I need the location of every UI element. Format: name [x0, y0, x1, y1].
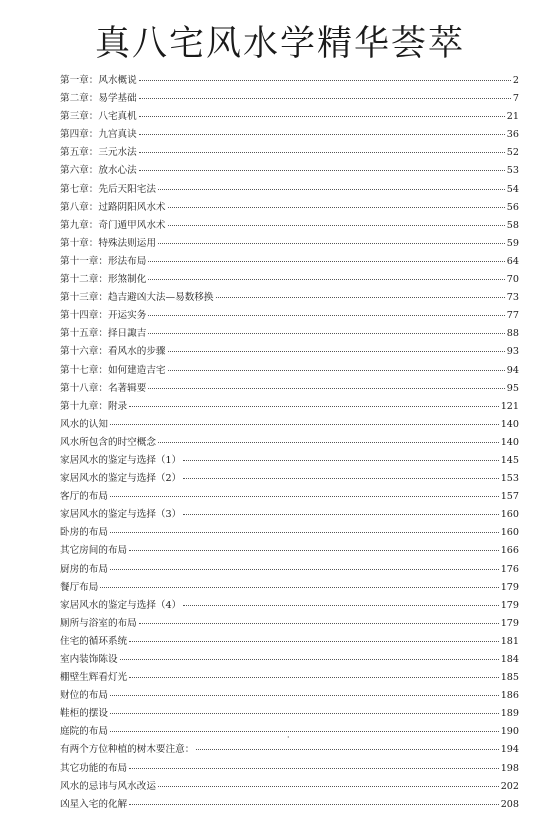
toc-entry-label: 第八章：过路阴阳风水术	[60, 201, 166, 213]
toc-entry[interactable]	[60, 778, 519, 796]
dot-leader	[148, 333, 504, 334]
toc-entry[interactable]	[60, 741, 519, 759]
toc-entry-label: 第十六章：看风水的步骤	[60, 346, 166, 358]
toc-entry[interactable]	[60, 108, 519, 126]
dot-leader	[168, 370, 505, 371]
dot-leader	[129, 641, 499, 642]
toc-entry-page-number: 140	[500, 436, 519, 448]
toc-entry-page-number: 88	[506, 328, 519, 340]
dot-leader	[139, 116, 505, 117]
toc-entry[interactable]	[60, 416, 519, 434]
toc-entry-label: 第九章：奇门遁甲风水术	[60, 219, 166, 231]
toc-entry[interactable]	[60, 307, 519, 325]
toc-entry-label: 庭院的布局	[60, 726, 108, 738]
dot-leader	[129, 677, 499, 678]
toc-entry[interactable]	[60, 253, 519, 271]
toc-entry[interactable]	[60, 325, 519, 343]
toc-entry-label: 家居风水的鉴定与选择（3）	[60, 509, 182, 521]
toc-entry-label: 第十九章：附录	[60, 400, 128, 412]
toc-entry-label: 第十二章：形煞制化	[60, 274, 147, 286]
toc-entry-page-number: 56	[506, 201, 519, 213]
toc-entry[interactable]	[60, 162, 519, 180]
dot-leader	[129, 768, 499, 769]
table-of-contents	[60, 72, 519, 814]
toc-entry-page-number: 73	[506, 292, 519, 304]
toc-entry-label: 风水的认知	[60, 418, 108, 430]
toc-entry[interactable]	[60, 705, 519, 723]
toc-entry-label: 家居风水的鉴定与选择（4）	[60, 599, 182, 611]
toc-entry-page-number: 166	[500, 545, 519, 557]
toc-entry[interactable]	[60, 669, 519, 687]
dot-leader	[183, 460, 498, 461]
toc-entry-label: 家居风水的鉴定与选择（1）	[60, 454, 182, 466]
dot-leader	[139, 170, 505, 171]
toc-entry-label: 家居风水的鉴定与选择（2）	[60, 473, 182, 485]
toc-entry-page-number: 179	[500, 617, 519, 629]
toc-entry[interactable]	[60, 633, 519, 651]
toc-entry[interactable]	[60, 90, 519, 108]
dot-leader	[110, 695, 499, 696]
toc-entry-page-number: 184	[500, 654, 519, 665]
toc-entry-page-number: 121	[500, 400, 519, 412]
toc-entry-label: 厨房的布局	[60, 563, 108, 575]
toc-entry[interactable]	[60, 217, 519, 235]
toc-entry-page-number: 94	[506, 364, 519, 376]
page-mark: ·	[287, 733, 290, 742]
toc-entry-page-number: 185	[500, 672, 519, 684]
dot-leader	[110, 424, 499, 425]
toc-entry-page-number: 58	[506, 219, 519, 231]
dot-leader	[110, 569, 499, 570]
toc-entry-label: 第十四章：开运实务	[60, 310, 147, 322]
toc-entry[interactable]	[60, 452, 519, 470]
toc-entry-label: 第十八章：名著辑要	[60, 382, 147, 394]
toc-entry-label: 风水所包含的时空概念	[60, 436, 156, 448]
toc-entry[interactable]	[60, 126, 519, 144]
toc-entry-label: 第七章：先后天阳宅法	[60, 183, 156, 195]
toc-entry-page-number: 160	[500, 509, 519, 521]
dot-leader	[168, 351, 505, 352]
toc-entry[interactable]	[60, 524, 519, 542]
toc-entry[interactable]	[60, 72, 519, 90]
toc-entry-label: 第十五章：择日諏吉	[60, 328, 147, 340]
toc-entry-label: 客厅的布局	[60, 491, 108, 503]
dot-leader	[158, 786, 499, 787]
toc-entry[interactable]	[60, 289, 519, 307]
toc-entry-label: 第十章：特殊法则运用	[60, 237, 156, 249]
toc-entry-page-number: 176	[500, 563, 519, 575]
dot-leader	[183, 514, 498, 515]
toc-entry-page-number: 54	[506, 183, 519, 195]
toc-entry-page-number: 179	[500, 581, 519, 593]
toc-entry[interactable]	[60, 561, 519, 579]
dot-leader	[139, 98, 511, 99]
toc-entry-label: 其它房间的布局	[60, 545, 128, 557]
toc-entry[interactable]	[60, 760, 519, 778]
toc-entry-label: 第一章：风水概说	[60, 75, 137, 86]
toc-entry-page-number: 52	[506, 147, 519, 159]
toc-entry[interactable]	[60, 235, 519, 253]
toc-entry-page-number: 140	[500, 418, 519, 430]
dot-leader	[158, 189, 505, 190]
dot-leader	[129, 550, 499, 551]
toc-entry-page-number: 77	[506, 310, 519, 322]
dot-leader	[148, 388, 504, 389]
toc-entry[interactable]	[60, 362, 519, 380]
toc-entry-label: 第十一章：形法布局	[60, 255, 147, 267]
toc-entry-page-number: 157	[500, 491, 519, 503]
dot-leader	[110, 532, 499, 533]
toc-entry-label: 第五章：三元水法	[60, 147, 137, 159]
toc-entry-label: 棚壁生辉看灯光	[60, 672, 128, 684]
dot-leader	[139, 623, 499, 624]
toc-entry-label: 其它功能的布局	[60, 762, 128, 774]
toc-entry-page-number: 53	[506, 165, 519, 177]
toc-entry-label: 有两个方位种植的树木要注意：	[60, 744, 195, 756]
toc-entry-page-number: 202	[500, 780, 519, 792]
dot-leader	[139, 134, 505, 135]
toc-entry-label: 风水的忌讳与风水改运	[60, 780, 156, 792]
toc-entry[interactable]	[60, 615, 519, 633]
toc-entry[interactable]	[60, 199, 519, 217]
toc-entry-label: 餐厅布局	[60, 581, 99, 593]
dot-leader	[110, 713, 499, 714]
toc-entry-label: 住宅的循环系统	[60, 635, 128, 647]
dot-leader	[216, 297, 505, 298]
toc-entry[interactable]	[60, 271, 519, 289]
dot-leader	[100, 587, 498, 588]
toc-entry-label: 第四章：九宫真诀	[60, 129, 137, 141]
toc-entry-label: 鞋柜的摆设	[60, 708, 108, 720]
toc-entry[interactable]	[60, 506, 519, 524]
dot-leader	[139, 80, 511, 81]
dot-leader	[110, 731, 499, 732]
toc-entry[interactable]	[60, 579, 519, 597]
dot-leader	[168, 225, 505, 226]
toc-entry-page-number: 181	[500, 635, 519, 647]
toc-entry-label: 凶星入宅的化解	[60, 798, 128, 810]
toc-entry-page-number: 198	[500, 762, 519, 774]
toc-entry-page-number: 153	[500, 473, 519, 485]
toc-entry-page-number: 21	[506, 111, 519, 123]
toc-entry-page-number: 190	[500, 726, 519, 738]
toc-entry-page-number: 179	[500, 599, 519, 611]
dot-leader	[148, 279, 504, 280]
toc-entry[interactable]	[60, 380, 519, 398]
toc-entry-label: 第十七章：如何建造吉宅	[60, 364, 166, 376]
dot-leader	[196, 749, 498, 750]
toc-entry-label: 室内装饰陈设	[60, 654, 118, 665]
toc-entry-page-number: 208	[500, 798, 519, 810]
dot-leader	[110, 496, 499, 497]
toc-entry-page-number: 93	[506, 346, 519, 358]
toc-entry[interactable]	[60, 181, 519, 199]
toc-entry[interactable]	[60, 488, 519, 506]
dot-leader	[139, 152, 505, 153]
dot-leader	[148, 261, 504, 262]
dot-leader	[129, 804, 499, 805]
toc-entry[interactable]	[60, 687, 519, 705]
toc-entry-page-number: 160	[500, 527, 519, 539]
toc-entry-page-number: 70	[506, 274, 519, 286]
toc-entry[interactable]	[60, 651, 519, 669]
toc-entry-page-number: 36	[506, 129, 519, 141]
toc-entry-label: 财位的布局	[60, 690, 108, 702]
toc-entry[interactable]	[60, 470, 519, 488]
toc-entry[interactable]	[60, 343, 519, 361]
dot-leader	[183, 478, 498, 479]
toc-entry-page-number: 145	[500, 454, 519, 466]
dot-leader	[129, 406, 499, 407]
toc-entry-page-number: 64	[506, 255, 519, 267]
toc-entry[interactable]	[60, 542, 519, 560]
toc-entry-label: 厕所与浴室的布局	[60, 617, 137, 629]
toc-entry[interactable]	[60, 597, 519, 615]
toc-entry-page-number: 194	[500, 744, 519, 756]
dot-leader	[120, 659, 499, 660]
dot-leader	[168, 207, 505, 208]
toc-entry[interactable]	[60, 144, 519, 162]
toc-entry[interactable]	[60, 434, 519, 452]
toc-entry-page-number: 95	[506, 382, 519, 394]
toc-entry-label: 卧房的布局	[60, 527, 108, 539]
dot-leader	[183, 605, 498, 606]
toc-entry-page-number: 59	[506, 237, 519, 249]
dot-leader	[148, 315, 504, 316]
toc-entry-page-number: 2	[512, 75, 519, 86]
toc-entry[interactable]	[60, 796, 519, 814]
toc-entry-label: 第十三章：趋吉避凶大法—易数移换	[60, 292, 214, 304]
toc-entry-page-number: 186	[500, 690, 519, 702]
dot-leader	[158, 442, 499, 443]
document-title: 真八宅风水学精华荟萃	[94, 24, 465, 64]
toc-entry-label: 第三章：八宅真机	[60, 111, 137, 123]
toc-entry-label: 第六章：放水心法	[60, 165, 137, 177]
dot-leader	[158, 243, 505, 244]
toc-entry[interactable]	[60, 398, 519, 416]
toc-entry-page-number: 189	[500, 708, 519, 720]
toc-entry-label: 第二章：易学基础	[60, 93, 137, 105]
toc-entry-page-number: 7	[512, 93, 519, 105]
